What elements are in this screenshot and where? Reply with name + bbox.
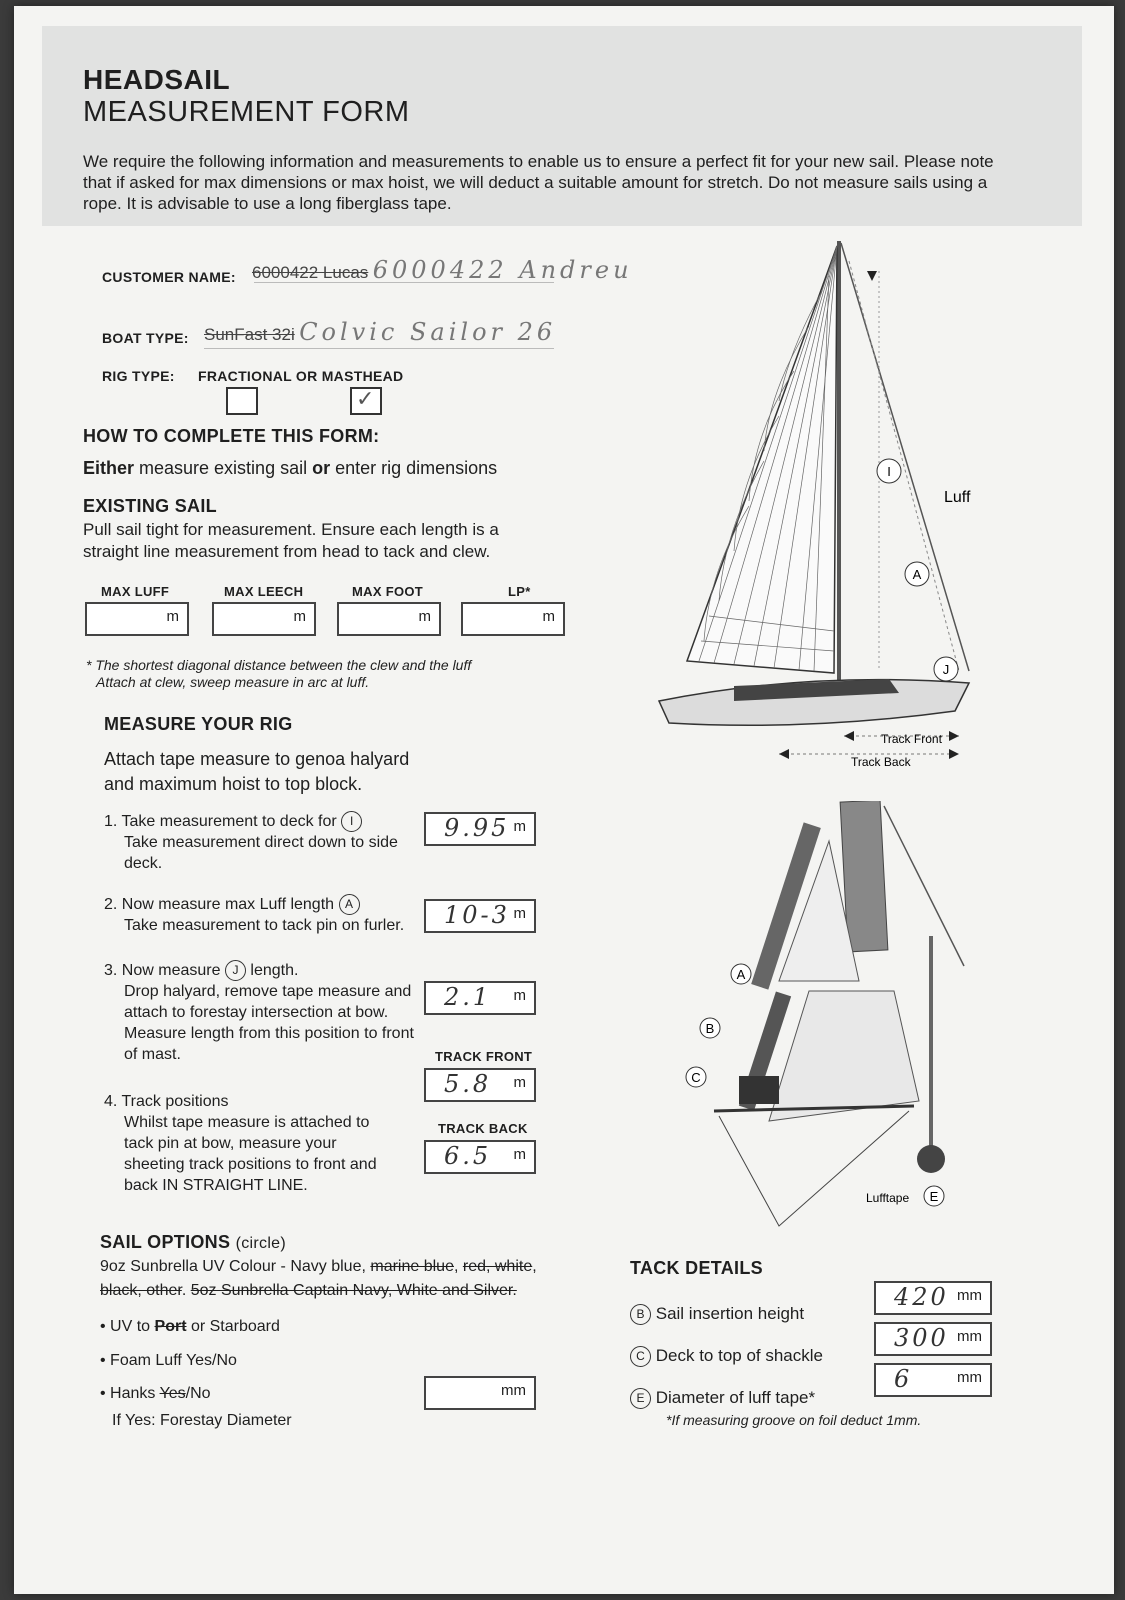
sail-options-title: SAIL OPTIONS bbox=[100, 1232, 231, 1252]
luff-tape-input[interactable] bbox=[874, 1363, 992, 1397]
sail-options-heading bbox=[100, 1232, 286, 1253]
customer-name-field[interactable] bbox=[252, 256, 633, 284]
how-to-end: enter rig dimensions bbox=[330, 458, 498, 478]
hanks-text-end: /No bbox=[185, 1385, 211, 1402]
boat-type-handwritten: Colvic Sailor 26 bbox=[299, 318, 557, 346]
rig-type-options: FRACTIONAL OR MASTHEAD bbox=[198, 368, 404, 384]
rig-type-label: RIG TYPE: bbox=[102, 368, 175, 384]
sail-options-note: (circle) bbox=[235, 1235, 287, 1252]
luff-tape-value: 6 bbox=[894, 1365, 913, 1393]
unit-label: m bbox=[166, 608, 179, 625]
struck-option: 5oz Sunbrella Captain Navy, White and Silver. bbox=[190, 1282, 517, 1299]
existing-sail-heading: EXISTING SAIL bbox=[83, 496, 217, 516]
track-front-value: 5.8 bbox=[444, 1070, 492, 1098]
step-4-text: Whilst tape measure is attached to tack pin at bow, measure your sheeting track positions to front and back IN STRAIGHT LINE. bbox=[124, 1114, 377, 1194]
step-3 bbox=[104, 960, 414, 1065]
sail-insertion-input[interactable] bbox=[874, 1281, 992, 1315]
intro-text: We require the following information and measurements to enable us to ensure a perfect fit for your new sail. Please note that if asked for max dimensions or max hoist, we will deduct a suitable amount for stretch. Do not measure sails using a rope. It is advisable to use a long fiberglass tape. bbox=[83, 152, 994, 213]
how-to-heading: HOW TO COMPLETE THIS FORM: bbox=[83, 426, 380, 446]
step-1-text: Take measurement direct down to side deck. bbox=[124, 834, 398, 873]
masthead-checkbox[interactable] bbox=[350, 387, 382, 415]
separator: . bbox=[181, 1282, 191, 1299]
step-1 bbox=[104, 811, 414, 874]
sail-insertion-value: 420 bbox=[894, 1283, 949, 1311]
track-back-diagram-label: Track Back bbox=[851, 755, 911, 769]
badge-i-icon: I bbox=[341, 811, 362, 832]
check-mark-icon: ✓ bbox=[356, 386, 375, 411]
max-foot-input[interactable] bbox=[337, 602, 441, 636]
struck-option: black, other bbox=[100, 1282, 182, 1299]
hanks-option[interactable] bbox=[100, 1385, 211, 1403]
lp-input[interactable] bbox=[461, 602, 565, 636]
form-title-line2: MEASUREMENT FORM bbox=[83, 96, 410, 128]
max-luff-input[interactable] bbox=[85, 602, 189, 636]
deck-to-shackle-value: 300 bbox=[894, 1324, 949, 1352]
step-4-title: 4. Track positions bbox=[104, 1093, 229, 1110]
unit-label: mm bbox=[501, 1382, 526, 1399]
tack-row-e-label: Diameter of luff tape* bbox=[655, 1388, 816, 1407]
unit-label: m bbox=[418, 608, 431, 625]
uv-option[interactable] bbox=[100, 1318, 280, 1336]
detail-badge-a: A bbox=[736, 967, 746, 982]
foam-luff-option[interactable]: • Foam Luff Yes/No bbox=[100, 1352, 237, 1369]
tack-row-b bbox=[630, 1303, 804, 1325]
boat-type-typed: SunFast 32i bbox=[204, 325, 295, 344]
tack-row-e bbox=[630, 1387, 815, 1409]
unit-label: m bbox=[513, 987, 526, 1004]
tack-row-c bbox=[630, 1345, 823, 1367]
tack-row-c-label: Deck to top of shackle bbox=[655, 1346, 823, 1365]
detail-badge-c: C bbox=[691, 1070, 701, 1085]
measure-rig-heading: MEASURE YOUR RIG bbox=[104, 714, 293, 734]
max-leech-input[interactable] bbox=[212, 602, 316, 636]
forestay-label: If Yes: Forestay Diameter bbox=[112, 1412, 292, 1429]
detail-badge-e: E bbox=[929, 1189, 939, 1204]
step-2-text: Take measurement to tack pin on furler. bbox=[124, 917, 405, 935]
unit-label: m bbox=[513, 905, 526, 922]
track-back-input[interactable] bbox=[424, 1140, 536, 1174]
separator: , bbox=[532, 1258, 537, 1275]
track-back-value: 6.5 bbox=[444, 1142, 492, 1170]
step-4 bbox=[104, 1091, 394, 1196]
struck-option: Port bbox=[154, 1318, 187, 1335]
either-word: Either bbox=[83, 458, 135, 478]
lp-footnote-2: Attach at clew, sweep measure in arc at luff. bbox=[96, 674, 370, 690]
step-3-input[interactable] bbox=[424, 981, 536, 1015]
measure-rig-intro-1: Attach tape measure to genoa halyard bbox=[104, 749, 410, 769]
step-2-title: 2. Now measure max Luff length bbox=[104, 896, 335, 913]
badge-b-icon: B bbox=[630, 1304, 651, 1325]
colour-options-line1[interactable] bbox=[100, 1256, 537, 1278]
unit-label: m bbox=[513, 818, 526, 835]
track-front-label: TRACK FRONT bbox=[435, 1049, 533, 1064]
unit-label: m bbox=[513, 1146, 526, 1163]
unit-label: m bbox=[293, 608, 306, 625]
unit-label: mm bbox=[957, 1328, 982, 1345]
diagram-badge-a: A bbox=[912, 567, 922, 582]
luff-label: Luff bbox=[944, 489, 971, 506]
struck-option: red, white bbox=[462, 1258, 533, 1275]
max-leech-label: MAX LEECH bbox=[224, 584, 304, 599]
track-back-label: TRACK BACK bbox=[438, 1121, 528, 1136]
track-front-diagram-label: Track Front bbox=[881, 732, 942, 746]
step-1-input[interactable] bbox=[424, 812, 536, 846]
step-3-value: 2.1 bbox=[444, 983, 492, 1011]
badge-c-icon: C bbox=[630, 1346, 651, 1367]
tack-details-heading: TACK DETAILS bbox=[630, 1258, 763, 1278]
unit-label: m bbox=[542, 608, 555, 625]
lp-label: LP* bbox=[508, 584, 531, 599]
unit-label: mm bbox=[957, 1369, 982, 1386]
colour-text: 9oz Sunbrella UV Colour - Navy blue, bbox=[100, 1258, 371, 1275]
separator: , bbox=[453, 1258, 463, 1275]
diagram-badge-j: J bbox=[942, 662, 950, 677]
fractional-checkbox[interactable] bbox=[226, 387, 258, 415]
step-2 bbox=[104, 894, 434, 936]
how-to-text bbox=[83, 457, 497, 479]
step-3-title-end: length. bbox=[250, 962, 299, 979]
hanks-text: • Hanks bbox=[100, 1385, 160, 1402]
customer-name-label: CUSTOMER NAME: bbox=[102, 269, 236, 285]
uv-text-end: or Starboard bbox=[186, 1318, 280, 1335]
lp-footnote: * The shortest diagonal distance between the clew and the luff bbox=[86, 657, 472, 673]
step-1-title: 1. Take measurement to deck for bbox=[104, 813, 337, 830]
track-front-input[interactable] bbox=[424, 1068, 536, 1102]
forestay-diameter-input[interactable] bbox=[424, 1376, 536, 1410]
unit-label: mm bbox=[957, 1287, 982, 1304]
lufftape-label: Lufftape bbox=[866, 1191, 910, 1205]
badge-j-icon: J bbox=[225, 960, 246, 981]
step-2-value: 10-3 bbox=[444, 901, 510, 929]
boat-type-field[interactable] bbox=[204, 318, 556, 346]
struck-option: Yes bbox=[159, 1385, 186, 1402]
customer-name-typed: 6000422 Lucas bbox=[252, 263, 369, 282]
deck-to-shackle-input[interactable] bbox=[874, 1322, 992, 1356]
customer-name-handwritten: 6000422 Andreu bbox=[372, 256, 633, 284]
sailboat-diagram bbox=[639, 231, 979, 786]
form-sheet bbox=[14, 6, 1114, 1594]
colour-options-line2[interactable] bbox=[100, 1280, 517, 1302]
badge-a-icon: A bbox=[339, 894, 360, 915]
or-word: or bbox=[312, 458, 331, 478]
furler-detail-diagram bbox=[679, 801, 999, 1231]
step-2-input[interactable] bbox=[424, 899, 536, 933]
step-3-title: 3. Now measure bbox=[104, 962, 221, 979]
boat-type-underline bbox=[204, 348, 554, 349]
struck-option: marine blue bbox=[370, 1258, 454, 1275]
max-luff-label: MAX LUFF bbox=[101, 584, 170, 599]
tack-row-b-label: Sail insertion height bbox=[655, 1304, 805, 1323]
existing-sail-text: Pull sail tight for measurement. Ensure each length is a straight line measurement from head to tack and clew. bbox=[83, 520, 499, 561]
step-1-value: 9.95 bbox=[444, 814, 510, 842]
measure-rig-intro-2: and maximum hoist to top block. bbox=[104, 774, 363, 794]
tack-footnote: *If measuring groove on foil deduct 1mm. bbox=[666, 1412, 922, 1428]
step-3-text: Drop halyard, remove tape measure and attach to forestay intersection at bow. Measure length from this position to front of mast. bbox=[124, 983, 414, 1064]
form-title-line1: HEADSAIL bbox=[83, 64, 231, 95]
unit-label: m bbox=[513, 1074, 526, 1091]
detail-badge-b: B bbox=[705, 1021, 715, 1036]
uv-text: • UV to bbox=[100, 1318, 155, 1335]
how-to-mid: measure existing sail bbox=[134, 458, 313, 478]
boat-type-label: BOAT TYPE: bbox=[102, 330, 189, 346]
diagram-badge-i: I bbox=[887, 464, 891, 479]
max-foot-label: MAX FOOT bbox=[352, 584, 424, 599]
badge-e-icon: E bbox=[630, 1388, 651, 1409]
